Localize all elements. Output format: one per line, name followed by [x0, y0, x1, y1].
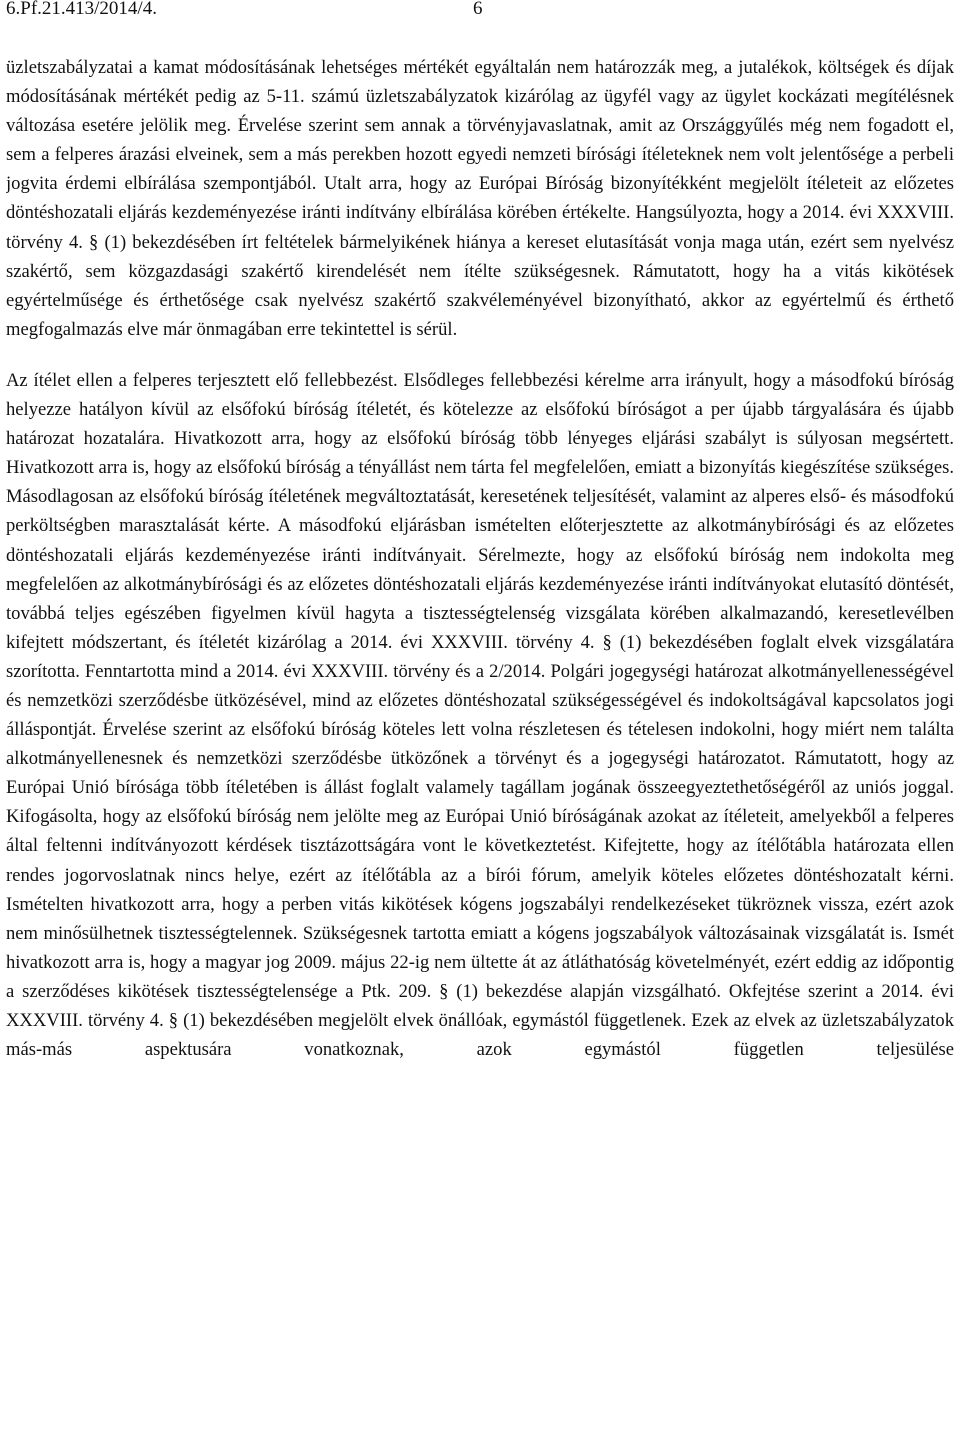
paragraph-first-instance-reasoning: üzletszabályzatai a kamat módosításának lehetséges mértékét egyáltalán nem határozzák meg, a jutalékok, költségek és díjak módosításának mértékét pedig az 5-11. számú üzletszabályzatok kizárólag az ügyfél vagy az ügylet kockázati megítélésnek változása esetére jelölik meg. Érvelése szerint sem annak a törvényjavaslatnak, amit az Országgyűlés még nem fogadott el, sem a felperes árazási elveinek, sem a más perekben hozott egyedi nemzeti bírósági ítéleteknek nem volt jelentősége a perbeli jogvita érdemi elbírálása szempontjából. Utalt arra, hogy az Európai Bíróság bizonyítékként megjelölt ítéleteit az előzetes döntéshozatali eljárás kezdeményezése iránti indítvány elbírálása körében értékelte. Hangsúlyozta, hogy a 2014. évi XXXVIII. törvény 4. § (1) bekezdésében írt feltételek bármelyikének hiánya a kereset elutasítását vonja maga után, ezért sem nyelvész szakértő, sem közgazdasági szakértő kirendelését nem ítélte szükségesnek. Rámutatott, hogy ha a vitás kikötések egyértelműsége és érthetősége csak nyelvész szakértő szakvéleményével bizonyítható, akkor az egyértelmű és érthető megfogalmazás elve már önmagában erre tekintettel is sérül. [6, 57, 954, 340]
paragraph-appeal: Az ítélet ellen a felperes terjesztett elő fellebbezést. Elsődleges fellebbezési kérelme arra irányult, hogy a másodfokú bíróság helyezze hatályon kívül az elsőfokú bíróság ítéletét, és kötelezze az elsőfokú bíróságot a per újabb tárgyalására és újabb határozat hozatalára. Hivatkozott arra, hogy az elsőfokú bíróság több lényeges eljárási szabályt is súlyosan megsértett. Hivatkozott arra is, hogy az elsőfokú bíróság a tényállást nem tárta fel megfelelően, emiatt a bizonyítás kiegészítése szükséges. Másodlagosan az elsőfokú bíróság ítéletének megváltoztatását, keresetének teljesítését, valamint az alperes első- és másodfokú perköltségben marasztalását kérte. A másodfokú eljárásban ismételten előterjesztette az alkotmánybírósági és az előzetes döntéshozatali eljárás kezdeményezése iránti indítványait. Sérelmezte, hogy az elsőfokú bíróság nem indokolta meg megfelelően az alkotmánybírósági és az előzetes döntéshozatali eljárás kezdeményezése iránti indítványokat elutasító döntését, továbbá teljes egészében figyelmen kívül hagyta a tisztességtelenség vizsgálata körében alkalmazandó, keresetlevélben kifejtett módszertant, és ítéletét kizárólag a 2014. évi XXXVIII. törvény 4. § (1) bekezdésében foglalt elvek vizsgálatára szorította. Fenntartotta mind a 2014. évi XXXVIII. törvény és a 2/2014. Polgári jogegységi határozat alkotmányellenességével és nemzetközi szerződésbe ütközésével, mind az előzetes döntéshozatal szükségességével és indokoltságával kapcsolatos jogi álláspontját. Érvelése szerint az elsőfokú bíróság köteles lett volna részletesen és tételesen indokolni, hogy miért nem találta alkotmányellenesnek és nemzetközi szerződésbe ütközőnek a törvényt és a jogegységi határozatot. Rámutatott, hogy az Európai Unió bírósága több ítéletében is állást foglalt valamely tagállam jogának összeegyeztethetőségéről az uniós joggal. Kifogásolta, hogy az elsőfokú bíróság nem jelölte meg az Európai Unió bíróságának azokat az ítéleteit, amelyekből a felperes által feltenni indítványozott kérdések tisztázottságára vont le következtetést. Kifejtette, hogy az ítélőtábla határozata ellen rendes jogorvoslatnak nincs helye, ezért az ítélőtábla az a bírói fórum, amelyik köteles előzetes döntéshozatalt kérni. Ismételten hivatkozott arra, hogy a perben vitás kikötések kógens jogszabályi rendelkezéseket tükröznek vissza, ezért azok nem minősülhetnek tisztességtelennek. Szükségesnek tartotta emiatt a kógens jogszabályok változásainak vizsgálatát is. Ismét hivatkozott arra is, hogy a magyar jog 2009. május 22-ig nem ültette át az átláthatóság követelményét, ezért eddig az időpontig a szerződéses kikötések tisztességtelensége a Ptk. 209. § (1) bekezdése alapján vizsgálható. Okfejtése szerint a 2014. évi XXXVIII. törvény 4. § (1) bekezdésében megjelölt elvek önállóak, egymástól függetlenek. Ezek az elvek az üzletszabályzatok más-más aspektusára vonatkoznak, azok egymástól független teljesülése [6, 369, 954, 1061]
page-header [6, 0, 954, 26]
case-number: 6.Pf.21.413/2014/4. [6, 0, 157, 19]
page-number: 6 [473, 0, 483, 19]
document-page [6, 0, 954, 1436]
